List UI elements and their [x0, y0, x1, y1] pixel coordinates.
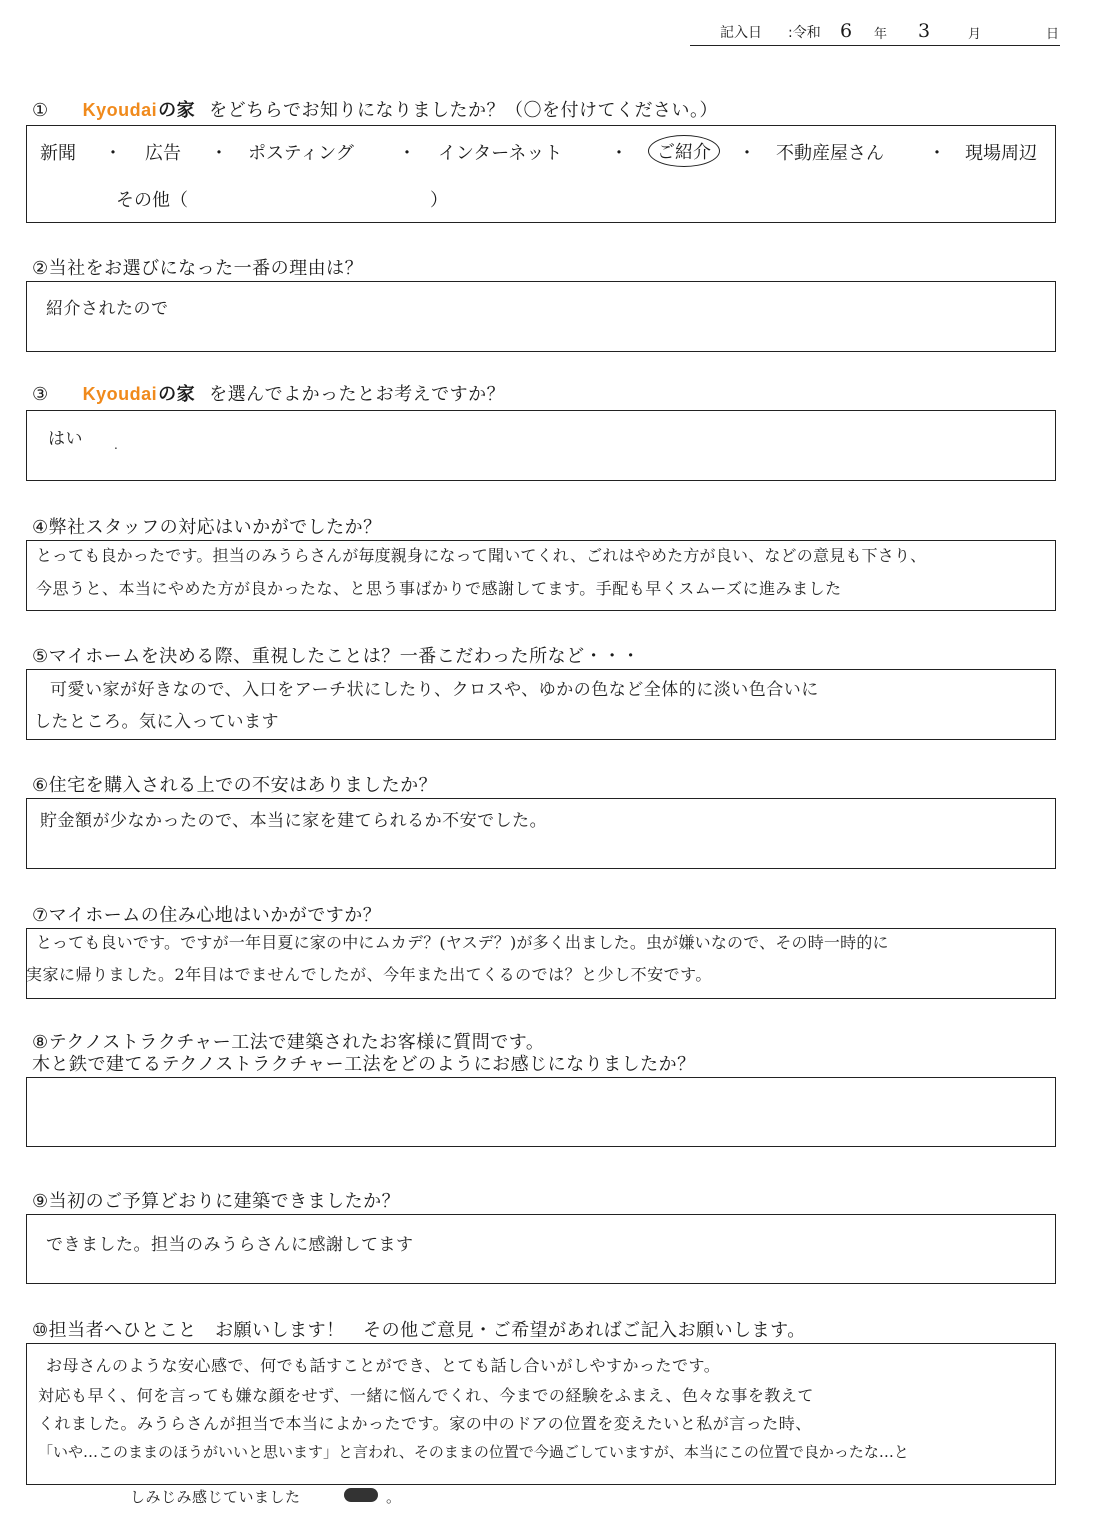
question-2: ②当社をお選びになった一番の理由は？	[32, 258, 364, 279]
answer-2: 紹介されたので	[46, 299, 169, 319]
answer-4-line-1: とっても良かったです。担当のみうらさんが毎度親身になって聞いてくれ、ごれはやめた方が良い、などの意見も下さり、	[36, 546, 927, 565]
answer-10-line-2: 対応も早く、何を言っても嫌な顔をせず、一緒に悩んでくれ、今までの経験をふまえ、色々な事を教えて	[38, 1386, 814, 1405]
answer-3-dot: .	[114, 438, 119, 452]
option-separator: ・	[210, 143, 228, 164]
selection-circle: ご紹介	[648, 135, 720, 167]
option-separator: ・	[928, 143, 946, 164]
option-site-vicinity: 現場周辺	[965, 143, 1037, 164]
answer-6: 貯金額が少なかったので、本当に家を建てられるか不安でした。	[40, 811, 548, 831]
option-other-close: ）	[430, 190, 448, 211]
option-advertisement: 広告	[145, 143, 181, 164]
date-year-value: 6	[840, 20, 853, 42]
option-referral-selected	[648, 135, 720, 167]
date-underline	[690, 45, 1060, 46]
option-newspaper: 新聞	[40, 143, 76, 164]
answer-box-2	[26, 281, 1056, 352]
kyoudai-logo	[83, 380, 196, 406]
date-month-unit: 月	[968, 27, 982, 42]
question-7: ⑦マイホームの住み心地はいかがですか？	[32, 905, 382, 926]
date-year-unit: 年	[874, 27, 888, 42]
redacted-scribble	[344, 1484, 378, 1504]
kyoudai-logo	[83, 96, 196, 122]
option-other-label: その他（	[116, 190, 188, 211]
answer-10-line-1: お母さんのような安心感で、何でも話すことができ、とても話し合いがしやすかったです。	[46, 1356, 721, 1375]
answer-10-line-3: くれました。みうらさんが担当で本当によかったです。家の中のドアの位置を変えたいと私が言った時、	[38, 1414, 812, 1433]
question-3-number: ③	[32, 384, 49, 405]
answer-4-line-2: 今思うと、本当にやめた方が良かったな、と思う事ばかりで感謝してます。手配も早くスムーズに進みました	[36, 579, 842, 598]
answer-10-line-4: 「いや…このままのほうがいいと思います」と言われ、そのままの位置で今過ごしていますが、本当にこの位置で良かったな…と	[38, 1443, 909, 1461]
option-separator: ・	[104, 143, 122, 164]
answer-10-line-5: しみじみ感じていました	[130, 1488, 301, 1506]
option-separator: ・	[610, 143, 628, 164]
option-posting: ポスティング	[248, 143, 354, 164]
date-day-unit: 日	[1046, 27, 1060, 42]
answer-7-line-2: 実家に帰りました。2年目はでませんでしたが、今年また出てくるのでは？と少し不安です。	[26, 965, 712, 984]
date-era: :令和	[788, 25, 821, 41]
answer-5-line-2: したところ。気に入っています	[34, 712, 279, 732]
answer-5-line-1: 可愛い家が好きなので、入口をアーチ状にしたり、クロスや、ゆかの色など全体的に淡い色合いに	[50, 680, 819, 700]
question-8-line-1: ⑧テクノストラクチャー工法で建築されたお客様に質問です。	[32, 1032, 545, 1053]
answer-box-3	[26, 410, 1056, 481]
date-month-value: 3	[918, 20, 931, 42]
question-3-text: を選んでよかったとお考えですか？	[209, 384, 506, 405]
answer-box-8	[26, 1077, 1056, 1147]
question-10: ⑩担当者へひとこと お願いします！ その他ご意見・ご希望があればご記入お願いします。	[32, 1320, 806, 1341]
question-5: ⑤マイホームを決める際、重視したことは？一番こだわった所など・・・	[32, 646, 641, 667]
answer-7-line-1: とっても良いです。ですが一年目夏に家の中にムカデ？(ヤスデ？)が多く出ました。虫が嫌いなので、その時一時的に	[36, 933, 889, 952]
logo-brand: Kyoudai	[82, 100, 158, 120]
date-row	[690, 18, 1060, 46]
logo-suffix: の家	[158, 384, 196, 404]
question-8-line-2: 木と鉄で建てるテクノストラクチャー工法をどのようにお感じになりましたか？	[32, 1054, 696, 1075]
date-label: 記入日	[720, 25, 762, 41]
option-internet: インターネット	[438, 143, 563, 164]
question-9: ⑨当初のご予算どおりに建築できましたか？	[32, 1191, 401, 1212]
scribble-mark	[344, 1488, 378, 1502]
question-1-text: をどちらでお知りになりましたか？（〇を付けてください。）	[209, 100, 718, 121]
question-4: ④弊社スタッフの対応はいかがでしたか？	[32, 517, 382, 538]
answer-10-period: 。	[386, 1488, 402, 1506]
question-1	[32, 96, 718, 122]
answer-9: できました。担当のみうらさんに感謝してます	[46, 1235, 414, 1255]
logo-suffix: の家	[158, 100, 196, 120]
question-6: ⑥住宅を購入される上での不安はありましたか？	[32, 775, 438, 796]
option-separator: ・	[398, 143, 416, 164]
logo-brand: Kyoudai	[82, 384, 158, 404]
option-real-estate-agent: 不動産屋さん	[776, 143, 884, 164]
question-3	[32, 380, 505, 406]
question-1-number: ①	[32, 100, 49, 121]
answer-3: はい	[48, 429, 83, 449]
option-separator: ・	[738, 143, 756, 164]
